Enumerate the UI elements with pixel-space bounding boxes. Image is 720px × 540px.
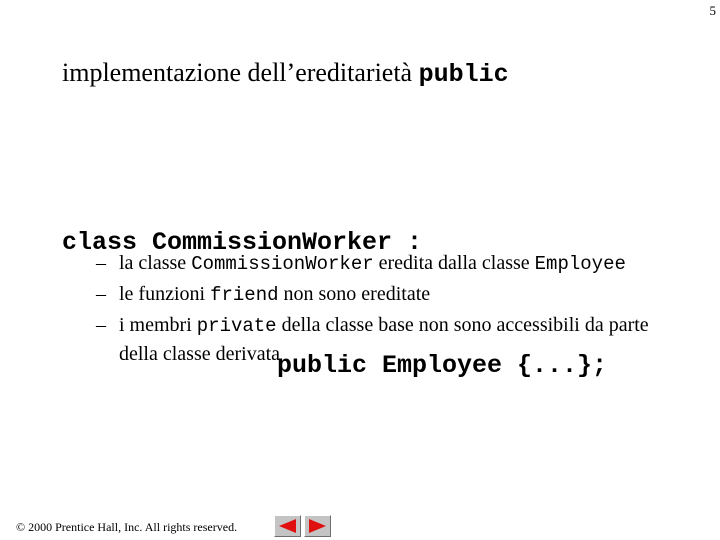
bullet-text: le funzioni <box>119 283 211 305</box>
triangle-right-icon <box>308 518 327 534</box>
bullet-dash: – <box>96 283 106 305</box>
bullet-item <box>96 249 686 278</box>
bullet-code: CommissionWorker <box>191 253 374 275</box>
bullet-code: private <box>196 315 277 337</box>
bullet-list <box>96 249 686 370</box>
slide-title-code: public <box>418 60 509 89</box>
bullet-item <box>96 280 686 309</box>
previous-slide-button[interactable] <box>274 515 301 537</box>
bullet-dash: – <box>96 252 106 274</box>
slide-title-text: implementazione dell’ereditarietà <box>62 58 419 87</box>
page-number: 5 <box>709 3 716 18</box>
bullet-dash: – <box>96 314 106 336</box>
bullet-code: friend <box>210 284 279 306</box>
bullet-text: della classe base non sono accessibili da parte della classe derivata <box>119 314 649 365</box>
code-line-1: class CommissionWorker : <box>62 228 423 257</box>
copyright-footer: © 2000 Prentice Hall, Inc. All rights reserved. <box>16 520 238 534</box>
slide-title <box>62 58 509 89</box>
bullet-item <box>96 311 686 368</box>
code-line-2: public Employee {...}; <box>277 351 608 380</box>
bullet-text: non sono ereditate <box>278 283 431 305</box>
slide-navigation <box>274 515 331 537</box>
bullet-text: i membri <box>119 314 197 336</box>
bullet-text: la classe <box>119 252 192 274</box>
next-slide-button[interactable] <box>304 515 331 537</box>
bullet-text: eredita dalla classe <box>373 252 535 274</box>
bullet-code: Employee <box>534 253 626 275</box>
triangle-left-icon <box>278 518 297 534</box>
